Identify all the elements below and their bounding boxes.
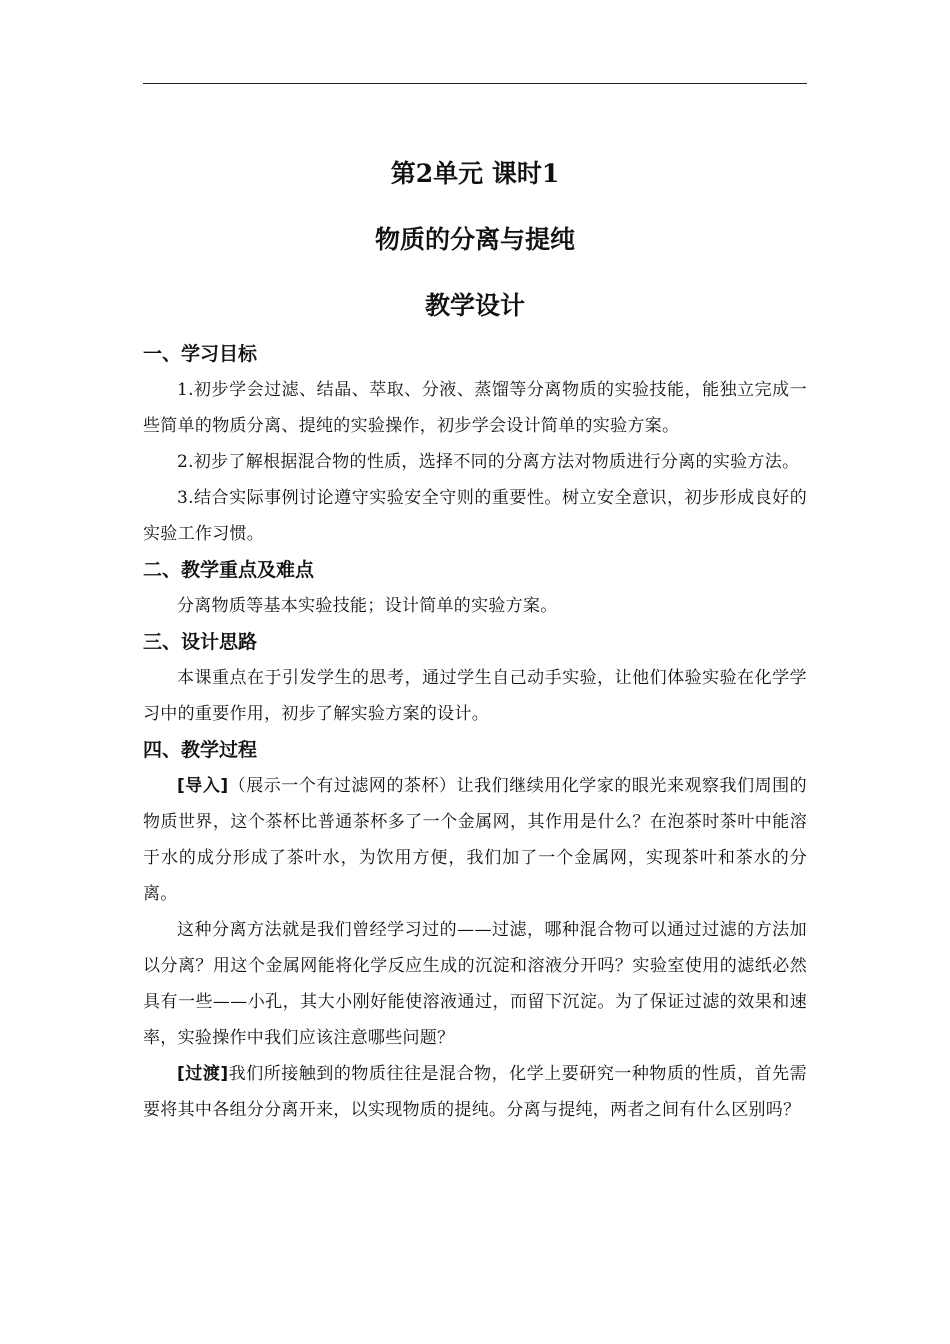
- key-points-text: 分离物质等基本实验技能；设计简单的实验方案。: [177, 596, 558, 616]
- header-rule: [143, 83, 807, 84]
- process-intro-paragraph: [143, 768, 807, 912]
- transition-tag: [过渡]: [177, 1064, 229, 1084]
- process-filtration-paragraph: 这种分离方法就是我们曾经学习过的——过滤，哪种混合物可以通过过滤的方法加以分离？用这个金属网能将化学反应生成的沉淀和溶液分开吗？实验室使用的滤纸必然具有一些——小孔，其大小刚好能使溶液通过，而留下沉淀。为了保证过滤的效果和速率，实验操作中我们应该注意哪些问题？: [143, 920, 807, 1048]
- section-heading-design-idea: 三、设计思路: [143, 631, 258, 653]
- title-unit-lesson: 第2单元 课时1: [390, 159, 560, 188]
- objective-2: 2.初步了解根据混合物的性质，选择不同的分离方法对物质进行分离的实验方法。: [177, 452, 800, 472]
- design-idea-text: 本课重点在于引发学生的思考，通过学生自己动手实验，让他们体验实验在化学学习中的重要作用，初步了解实验方案的设计。: [143, 668, 807, 724]
- intro-text: （展示一个有过滤网的茶杯）让我们继续用化学家的眼光来观察我们周围的物质世界，这个茶杯比普通茶杯多了一个金属网，其作用是什么？在泡茶时茶叶中能溶于水的成分形成了茶叶水，为饮用方便，我们加了一个金属网，实现茶叶和茶水的分离。: [143, 776, 807, 904]
- process-transition-paragraph: [143, 1056, 807, 1128]
- title-design: 教学设计: [424, 291, 525, 320]
- section-heading-objectives: 一、学习目标: [143, 343, 258, 365]
- title-topic: 物质的分离与提纯: [374, 225, 575, 254]
- intro-tag: [导入]: [177, 776, 229, 796]
- section-heading-key-points: 二、教学重点及难点: [143, 559, 315, 581]
- objective-1: 1.初步学会过滤、结晶、萃取、分液、蒸馏等分离物质的实验技能，能独立完成一些简单的物质分离、提纯的实验操作，初步学会设计简单的实验方案。: [143, 380, 807, 436]
- objective-3: 3.结合实际事例讨论遵守实验安全守则的重要性。树立安全意识，初步形成良好的实验工作习惯。: [143, 488, 807, 544]
- transition-text: 我们所接触到的物质往往是混合物，化学上要研究一种物质的性质，首先需要将其中各组分分离开来，以实现物质的提纯。分离与提纯，两者之间有什么区别吗？: [143, 1064, 807, 1120]
- document-body: [143, 150, 807, 1128]
- section-heading-process: 四、教学过程: [143, 739, 258, 761]
